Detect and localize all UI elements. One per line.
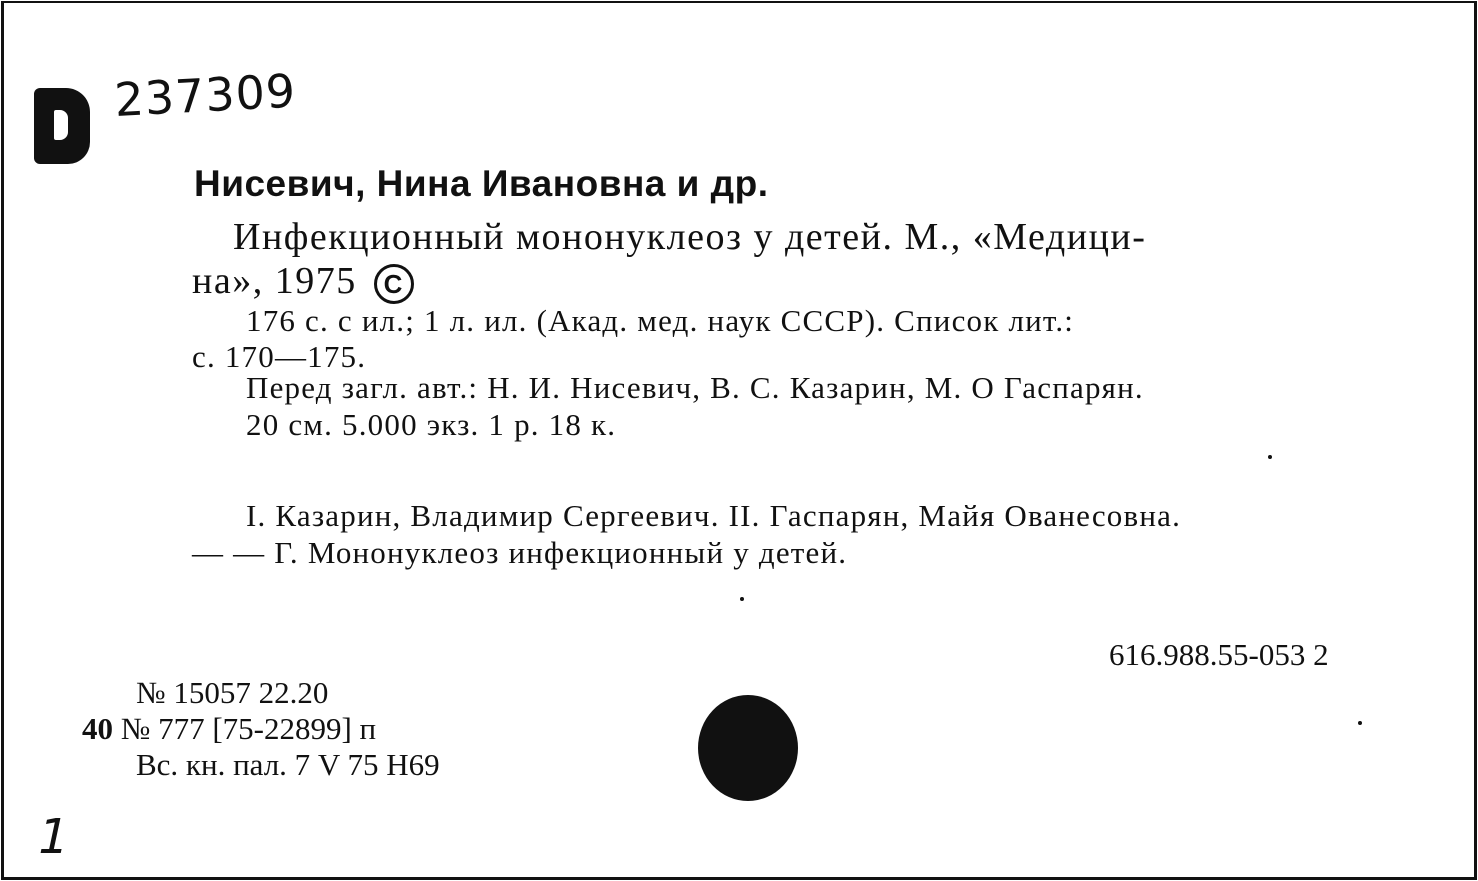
inventory-number: 237309 xyxy=(113,63,298,127)
size-price-line: 20 см. 5.000 экз. 1 р. 18 к. xyxy=(246,407,617,442)
handwritten-mark: 1 xyxy=(32,809,75,865)
udc-code: 616.988.55-053 2 xyxy=(1109,637,1329,672)
punch-hole xyxy=(698,695,798,801)
title-line-1: Инфекционный мононуклеоз у детей. М., «Медици- xyxy=(233,216,1147,258)
order-number: № 15057 22.20 xyxy=(136,675,329,710)
speck xyxy=(1268,455,1272,459)
tracing-line-2: — — Г. Мононуклеоз инфекционный у детей. xyxy=(192,535,848,570)
registration-number: № 777 [75-22899] п xyxy=(120,711,377,746)
speck xyxy=(1358,721,1362,725)
copyright-icon: C xyxy=(374,264,414,304)
title-line-2 xyxy=(192,259,414,304)
physical-description: 176 с. с ил.; 1 л. ил. (Акад. мед. наук СССР). Список лит.: xyxy=(246,303,1075,338)
tracing-line-1: I. Казарин, Владимир Сергеевич. II. Гаспарян, Майя Ованесовна. xyxy=(246,498,1182,533)
title-line-2-text: на», 1975 xyxy=(192,260,357,302)
author-heading: Нисевич, Нина Ивановна и др. xyxy=(194,163,769,204)
authors-note: Перед загл. авт.: Н. И. Нисевич, В. С. Казарин, М. О Гаспарян. xyxy=(246,370,1144,405)
book-chamber-line: Вс. кн. пал. 7 V 75 Н69 xyxy=(136,747,440,782)
registration-line xyxy=(82,711,376,747)
catalog-card xyxy=(1,1,1477,880)
bibliography-pages: с. 170—175. xyxy=(192,339,367,374)
registration-prefix: 40 xyxy=(82,711,113,746)
catalog-stamp-d xyxy=(34,88,90,164)
speck xyxy=(740,597,744,601)
